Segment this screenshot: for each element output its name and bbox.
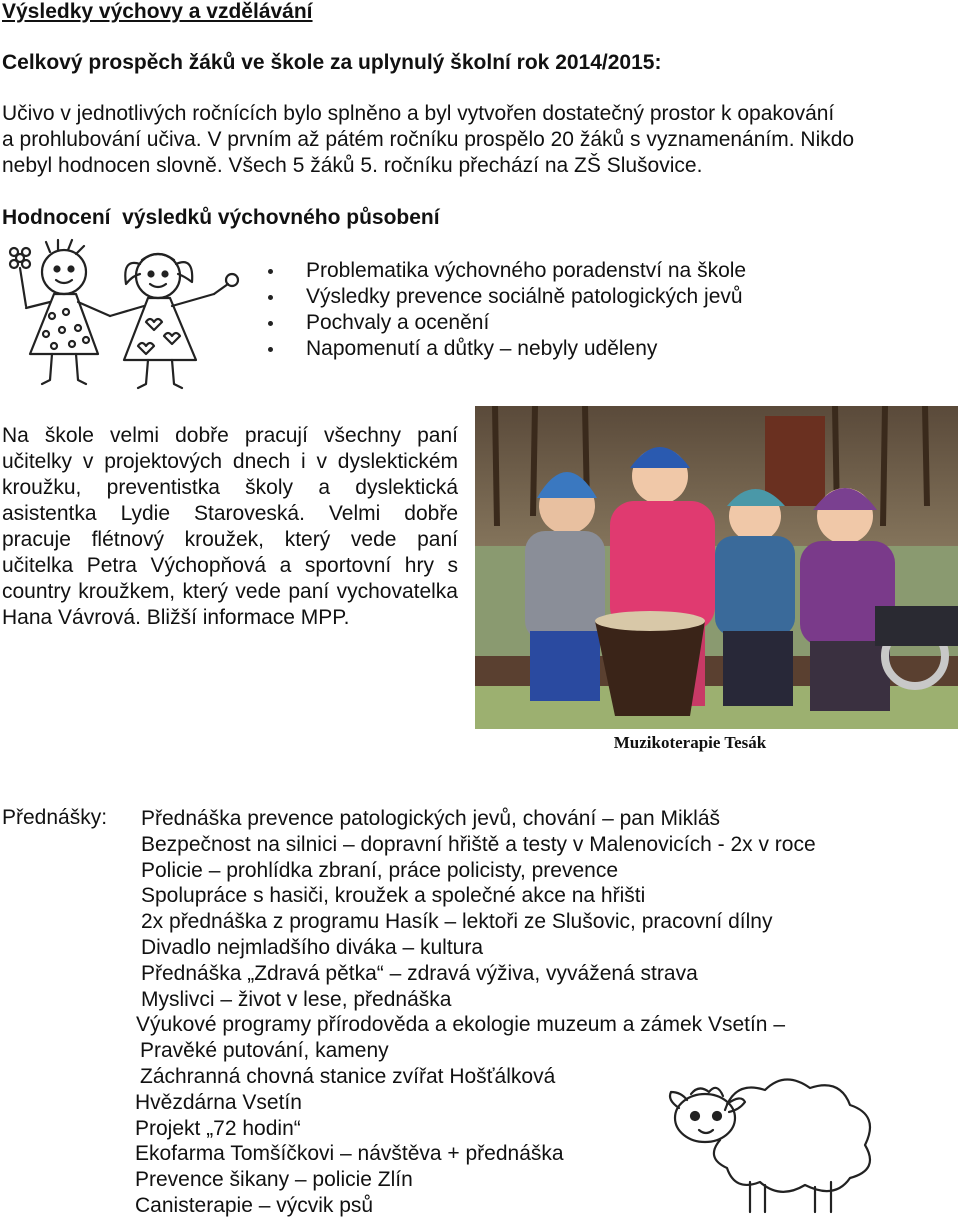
intro-line: nebyl hodnocen slovně. Všech 5 žáků 5. ročníku přechází na ZŠ Slušovice. (2, 154, 703, 177)
photo-caption: Muzikoterapie Tesák (613, 733, 767, 752)
list-item: Canisterapie – výcvik psů (135, 1193, 374, 1217)
list-item: Výsledky prevence sociálně patologických jevů (264, 284, 746, 310)
list-item: Projekt „72 hodin“ (135, 1116, 301, 1140)
sheep-drawing-illustration (665, 1070, 885, 1215)
list-item: Pravěké putování, kameny (140, 1039, 389, 1063)
list-item: Spolupráce s hasiči, kroužek a společné akce na hřišti (141, 884, 646, 908)
intro-line: a prohlubování učiva. V prvním až pátém ročníku prospělo 20 žáků s vyznamenáním. Nikdo (2, 128, 855, 151)
list-item: Napomenutí a důtky – nebyly uděleny (264, 336, 746, 362)
music-therapy-photo (475, 406, 958, 729)
lectures-label: Přednášky: (2, 806, 108, 829)
list-item: Přednáška prevence patologických jevů, chování – pan Mikláš (141, 807, 720, 830)
section-title: Hodnocení výsledků výchovného působení (2, 206, 440, 229)
intro-text (2, 101, 942, 179)
list-item: Myslivci – život v lese, přednáška (141, 987, 452, 1011)
children-drawing-illustration (2, 236, 252, 394)
intro-line: Učivo v jednotlivých ročnících bylo splněno a byl vytvořen dostatečný prostor k opakování (2, 102, 835, 125)
evaluation-bullet-list (264, 258, 746, 362)
list-item: Ekofarma Tomšíčkovi – návštěva + přednáška (135, 1142, 564, 1166)
list-item: Výukové programy přírodověda a ekologie muzeum a zámek Vsetín – (136, 1013, 786, 1037)
list-item: 2x přednáška z programu Hasík – lektoři ze Slušovic, pracovní dílny (141, 910, 773, 934)
list-item: Hvězdárna Vsetín (135, 1090, 302, 1114)
list-item: Bezpečnost na silnici – dopravní hřiště a testy v Malenovicích - 2x v roce (141, 832, 816, 856)
list-item: Policie – prohlídka zbraní, práce policisty, prevence (141, 858, 619, 882)
list-item: Záchranná chovná stanice zvířat Hošťálková (140, 1064, 556, 1088)
list-item: Prevence šikany – policie Zlín (135, 1168, 413, 1192)
teachers-paragraph: Na škole velmi dobře pracují všechny paní učitelky v projektových dnech i v dyslektickém kroužku, preventistka školy a dyslektická asistentka Lydie Staroveská. Velmi dobře pracuje flétnový kroužek, který vede paní učitelka Petra Výchopňová a sportovní hry s country kroužkem, který vede paní vychovatelka Hana Vávrová. Bližší informace MPP. (2, 424, 458, 629)
list-item: Pochvaly a ocenění (264, 310, 746, 336)
page-heading: Výsledky výchovy a vzdělávání (2, 0, 313, 23)
list-item: Divadlo nejmladšího diváka – kultura (141, 935, 484, 959)
list-item: Problematika výchovného poradenství na škole (264, 258, 746, 284)
results-subheading: Celkový prospěch žáků ve škole za uplynulý školní rok 2014/2015: (2, 51, 662, 74)
list-item: Přednáška „Zdravá pětka“ – zdravá výživa, vyvážená strava (141, 961, 698, 985)
